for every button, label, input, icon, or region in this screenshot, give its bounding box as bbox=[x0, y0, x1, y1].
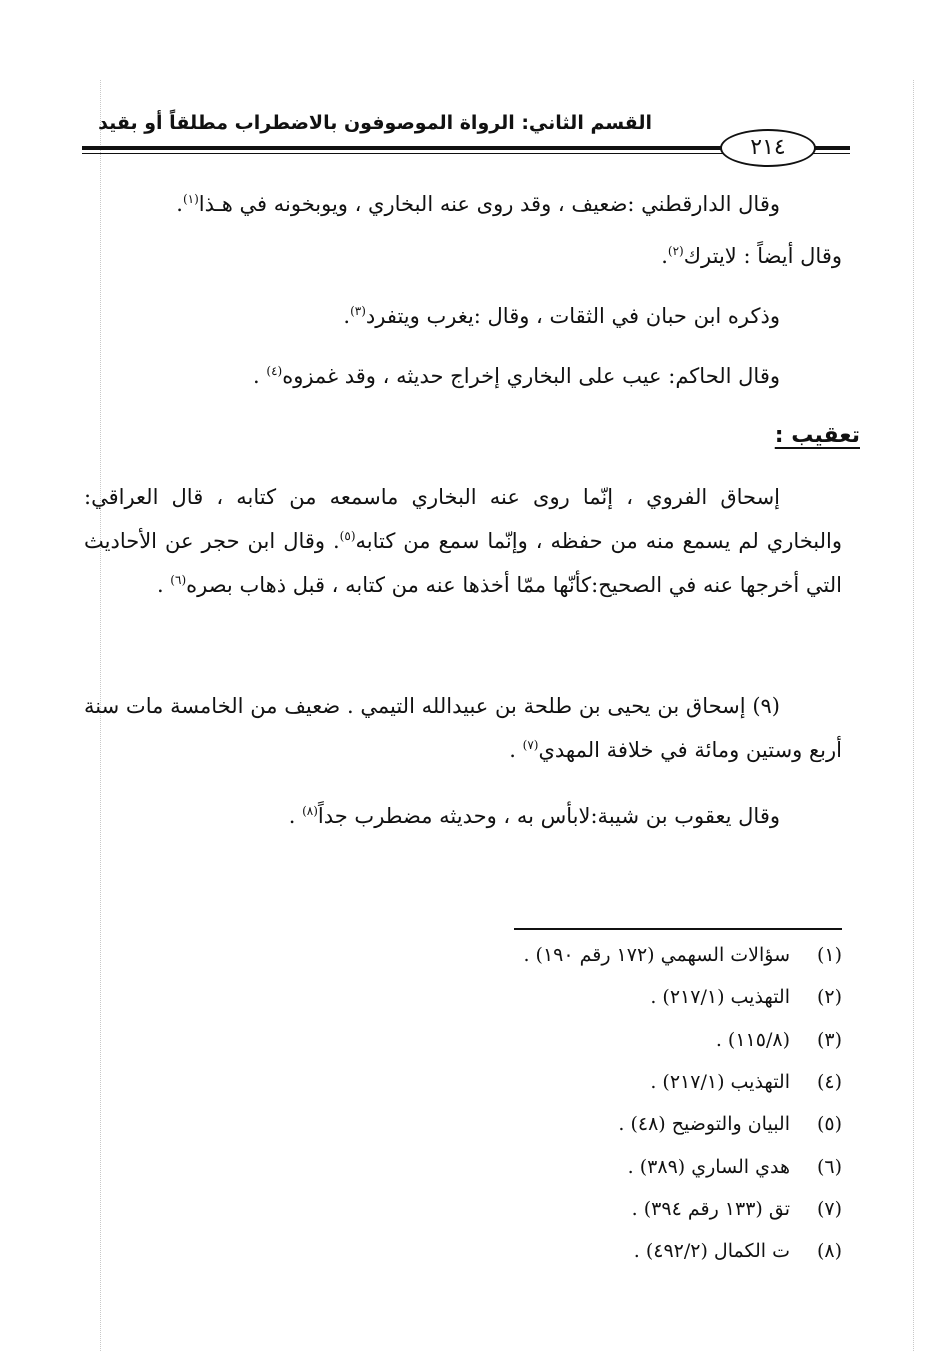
footnote-item bbox=[322, 1145, 842, 1187]
paragraph-text: (٩) إسحاق بن يحيى بن طلحة بن عبيدالله التيمي . ضعيف من الخامسة مات سنة أربع وستين ومائة في خلافة المهدي bbox=[84, 694, 842, 762]
footnote-item bbox=[322, 1019, 842, 1061]
footnote-text: ت الكمال (٤٩٢/٢) . bbox=[633, 1240, 790, 1263]
footnote-item bbox=[322, 1188, 842, 1230]
footnote-ref: (٨) bbox=[302, 804, 318, 818]
paragraph-end: . bbox=[176, 192, 183, 216]
paragraph-end: . bbox=[156, 573, 171, 597]
footnote-text: (١١٥/٨) . bbox=[715, 1028, 790, 1051]
footnote-text: البيان والتوضيح (٤٨) . bbox=[618, 1113, 790, 1136]
footnote-number: (٦) bbox=[816, 1155, 842, 1178]
scan-artifact-right bbox=[913, 80, 914, 1351]
footnote-item bbox=[322, 1230, 842, 1272]
running-header-title: القسم الثاني: الرواة الموصوفون بالاضطراب مطلقاً أو بقيد bbox=[98, 112, 652, 134]
paragraph-narrator-9 bbox=[84, 684, 842, 772]
paragraph-text: وذكره ابن حبان في الثقات ، وقال :يغرب ويتفرد bbox=[365, 304, 780, 328]
footnote-text: التهذيب (٢١٧/١) . bbox=[650, 986, 790, 1009]
paragraph-end: . bbox=[253, 364, 267, 388]
footnote-number: (٤) bbox=[816, 1071, 842, 1094]
paragraph-end: . bbox=[509, 738, 523, 762]
footnote-number: (٧) bbox=[816, 1197, 842, 1220]
footnote-ref: (٦) bbox=[170, 573, 187, 587]
footnote-number: (٢) bbox=[816, 986, 842, 1009]
paragraph-taqib bbox=[84, 475, 842, 607]
paragraph-also-said bbox=[84, 234, 842, 278]
footnote-text: سؤالات السهمي (١٧٢ رقم ١٩٠) . bbox=[523, 944, 790, 967]
paragraph-text: وقال الدارقطني :ضعيف ، وقد روى عنه البخاري ، ويوبخونه في هـذا bbox=[198, 192, 780, 216]
paragraph-end: . bbox=[343, 304, 351, 328]
footnote-text: تق (١٣٣ رقم ٣٩٤) . bbox=[631, 1197, 790, 1220]
paragraph-text: وقال أيضاً : لايترك bbox=[683, 244, 842, 268]
footnote-ref: (٤) bbox=[266, 364, 283, 378]
footnote-number: (٥) bbox=[816, 1113, 842, 1136]
section-heading-taqib: تعقيب : bbox=[774, 423, 860, 448]
paragraph-ibn-hibban bbox=[84, 294, 842, 338]
footnote-item bbox=[322, 934, 842, 976]
paragraph-daraqutni bbox=[84, 182, 842, 226]
footnote-item bbox=[322, 1103, 842, 1145]
paragraph-end: . bbox=[288, 804, 303, 828]
page-number: ٢١٤ bbox=[720, 129, 816, 167]
paragraph-end: . bbox=[661, 244, 668, 268]
paragraph-text: إسحاق الفروي ، إنّما روى عنه البخاري ماسمعه من كتابه ، قال العراقي: والبخاري لم يسمع منه من حفظه ، وإنّما سمع من كتابه bbox=[84, 485, 842, 553]
footnote-ref: (١) bbox=[182, 192, 199, 206]
footnote-number: (٨) bbox=[816, 1240, 842, 1263]
paragraph-text: وقال الحاكم: عيب على البخاري إخراج حديثه ، وقد غمزوه bbox=[282, 364, 780, 388]
footnote-text: هدي الساري (٣٨٩) . bbox=[627, 1155, 790, 1178]
footnote-item bbox=[322, 1061, 842, 1103]
footnote-item bbox=[322, 976, 842, 1018]
paragraph-text-continued: . وقال ابن حجر عن الأحاديث التي أخرجها عنه في الصحيح:كأنّها ممّا أخذها عنه من كتابه ، قبل ذهاب بصره bbox=[84, 529, 842, 597]
footnote-number: (٣) bbox=[816, 1028, 842, 1051]
footnote-separator bbox=[514, 928, 842, 930]
paragraph-hakim bbox=[84, 354, 842, 398]
footnote-text: التهذيب (٢١٧/١) . bbox=[650, 1071, 790, 1094]
paragraph-text: وقال يعقوب بن شيبة:لابأس به ، وحديثه مضطرب جداً bbox=[317, 804, 780, 828]
footnotes-list bbox=[322, 934, 842, 1272]
paragraph-yaqub bbox=[84, 794, 842, 838]
footnote-ref: (٣) bbox=[350, 304, 366, 318]
footnote-ref: (٧) bbox=[522, 738, 539, 752]
footnote-ref: (٥) bbox=[339, 529, 356, 543]
footnote-number: (١) bbox=[816, 944, 842, 967]
footnote-ref: (٢) bbox=[667, 244, 684, 258]
